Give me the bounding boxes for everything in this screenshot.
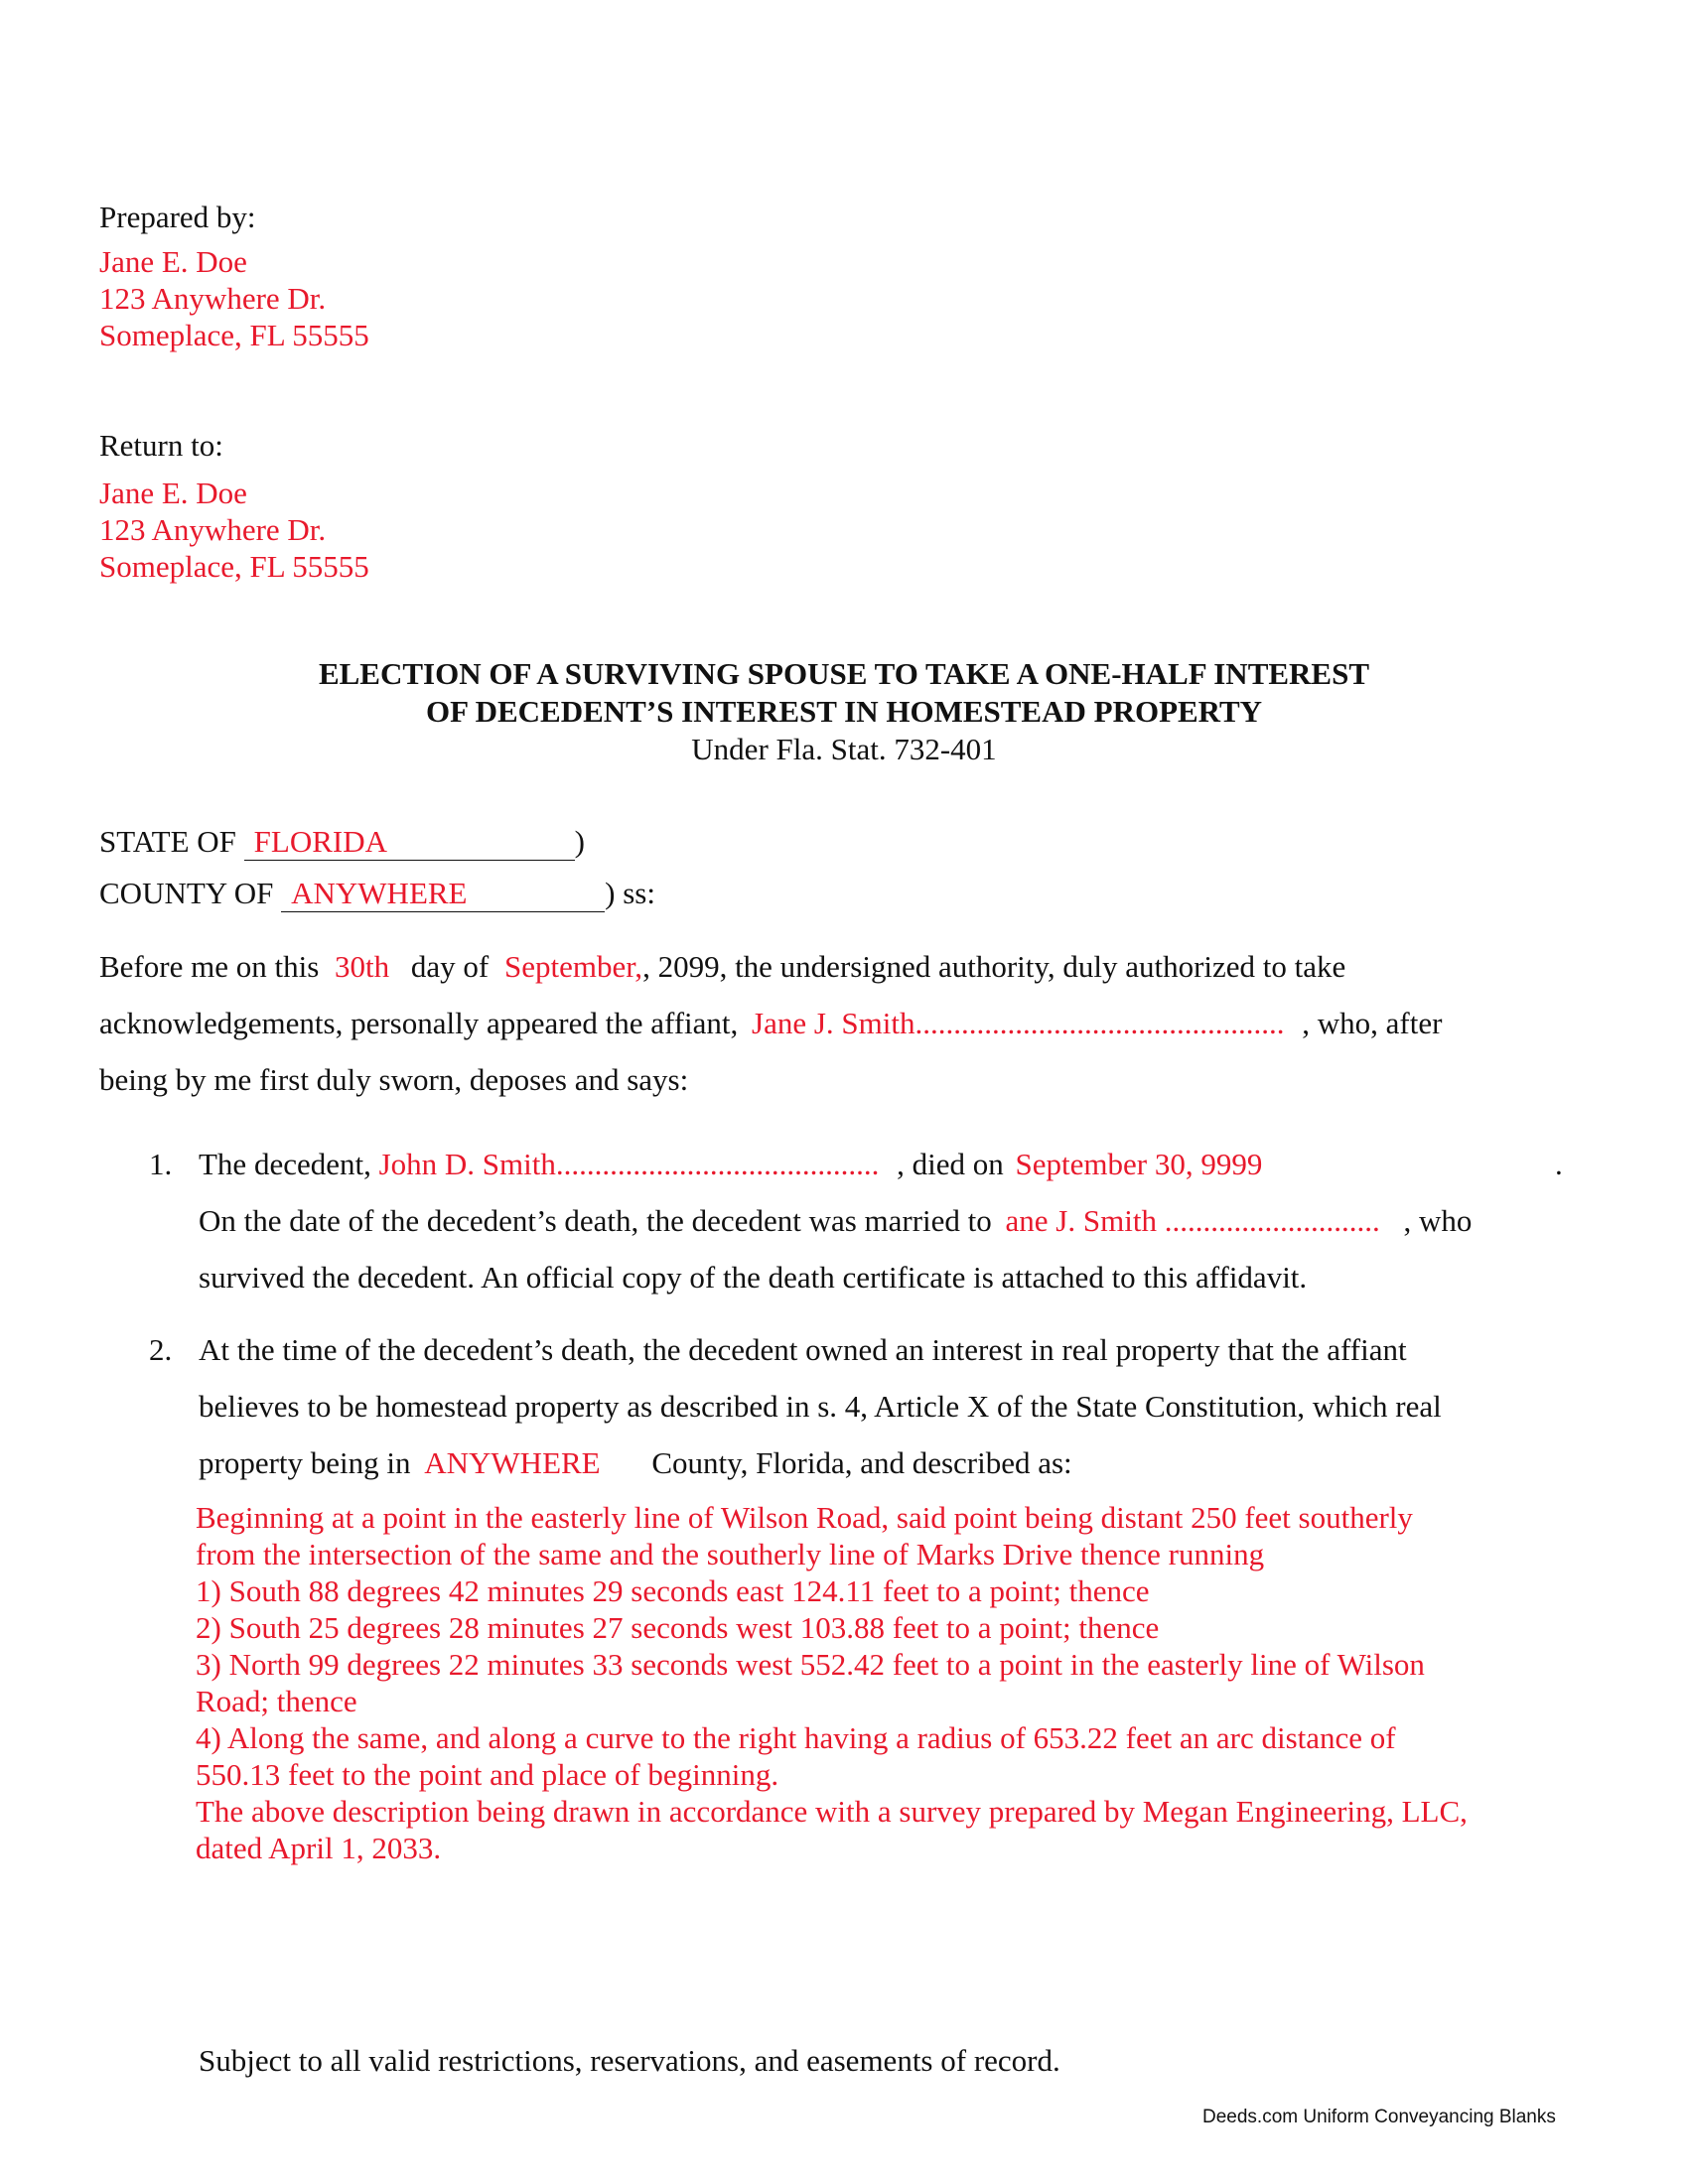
return-city: Someplace, FL 55555 bbox=[99, 549, 369, 584]
return-to-label: Return to: bbox=[99, 428, 223, 463]
item1-number: 1. bbox=[149, 1147, 173, 1181]
item1-line1 bbox=[199, 1147, 1262, 1182]
item1-text-2: , died on bbox=[897, 1147, 1004, 1181]
state-value: FLORIDA bbox=[253, 824, 387, 859]
item2-number: 2. bbox=[149, 1332, 173, 1367]
item1-text-1: The decedent, bbox=[199, 1147, 371, 1181]
prepared-by-label: Prepared by: bbox=[99, 200, 256, 234]
intro-line1 bbox=[99, 949, 1345, 985]
preparer-street: 123 Anywhere Dr. bbox=[99, 281, 327, 316]
intro-text-4: , the undersigned authority, duly authorized to take bbox=[719, 949, 1346, 984]
return-street: 123 Anywhere Dr. bbox=[99, 512, 327, 547]
legal-description: Beginning at a point in the easterly line of Wilson Road, said point being distant 250 feet southerly from the intersection of the same and the southerly line of Marks Drive thence running 1) South 88 degrees 42 minutes 29 seconds east 124.11 feet to a point; thence 2) South 25 degrees 28 minutes 27 seconds west 103.88 feet to a point; thence 3) North 99 degrees 22 minutes 33 seconds west 552.42 feet to a point in the easterly line of Wilson Road; thence 4) Along the same, and along a curve to the right having a radius of 653.22 feet an arc distance of 550.13 feet to the point and place of beginning. The above description being drawn in accordance with a survey prepared by Megan Engineering, LLC, dated April 1, 2033. bbox=[196, 1500, 1468, 1865]
affiant-name: Jane J. Smith................................................ bbox=[752, 1006, 1285, 1040]
decedent-name: John D. Smith.......................................... bbox=[378, 1147, 880, 1181]
document-title-line2: OF DECEDENT’S INTEREST IN HOMESTEAD PROPERTY bbox=[425, 694, 1263, 729]
property-county: ANYWHERE bbox=[424, 1445, 601, 1480]
county-value: ANYWHERE bbox=[291, 876, 468, 910]
intro-line3: being by me first duly sworn, deposes and says: bbox=[99, 1062, 689, 1097]
document-subtitle: Under Fla. Stat. 732-401 bbox=[691, 732, 997, 766]
intro-text-6: , who, after bbox=[1302, 1006, 1443, 1040]
death-date: September 30, 9999 bbox=[1015, 1147, 1263, 1181]
preparer-city: Someplace, FL 55555 bbox=[99, 318, 369, 352]
item2-line3 bbox=[199, 1445, 1072, 1481]
return-name: Jane E. Doe bbox=[99, 476, 247, 510]
intro-text-1: Before me on this bbox=[99, 949, 320, 984]
county-field bbox=[281, 876, 605, 912]
item1-line2 bbox=[199, 1203, 1472, 1239]
item2-line2: believes to be homestead property as described in s. 4, Article X of the State Constitution, which real bbox=[199, 1389, 1442, 1424]
day-value: 30th bbox=[335, 949, 390, 984]
county-line bbox=[99, 876, 655, 912]
county-paren: ) ss: bbox=[605, 876, 655, 910]
item2-text-3: property being in bbox=[199, 1445, 411, 1480]
item1-text-5: , who bbox=[1403, 1203, 1473, 1238]
intro-text-2: day of bbox=[410, 949, 490, 984]
preparer-name: Jane E. Doe bbox=[99, 244, 247, 279]
item1-period: . bbox=[1555, 1147, 1563, 1181]
item1-line3: survived the decedent. An official copy of the death certificate is attached to this affidavit. bbox=[199, 1260, 1308, 1295]
state-label: STATE OF bbox=[99, 824, 236, 859]
state-field bbox=[244, 824, 575, 861]
document-title-line1: ELECTION OF A SURVIVING SPOUSE TO TAKE A ONE-HALF INTEREST bbox=[318, 656, 1370, 691]
item1-text-4: On the date of the decedent’s death, the decedent was married to bbox=[199, 1203, 992, 1238]
county-label: COUNTY OF bbox=[99, 876, 274, 910]
intro-text-5: acknowledgements, personally appeared the affiant, bbox=[99, 1006, 739, 1040]
state-line bbox=[99, 824, 585, 861]
item2-text-4: County, Florida, and described as: bbox=[651, 1445, 1072, 1480]
intro-line2 bbox=[99, 1006, 1442, 1041]
item2-line1: At the time of the decedent’s death, the decedent owned an interest in real property that the affiant bbox=[199, 1332, 1407, 1367]
month-value: September, bbox=[503, 949, 643, 984]
footer-text: Deeds.com Uniform Conveyancing Blanks bbox=[1202, 2107, 1556, 2127]
state-paren: ) bbox=[574, 824, 585, 859]
year-value: , 2099 bbox=[642, 949, 720, 984]
spouse-name: ane J. Smith ............................ bbox=[1005, 1203, 1380, 1238]
subject-to-clause: Subject to all valid restrictions, reservations, and easements of record. bbox=[199, 2043, 1060, 2078]
